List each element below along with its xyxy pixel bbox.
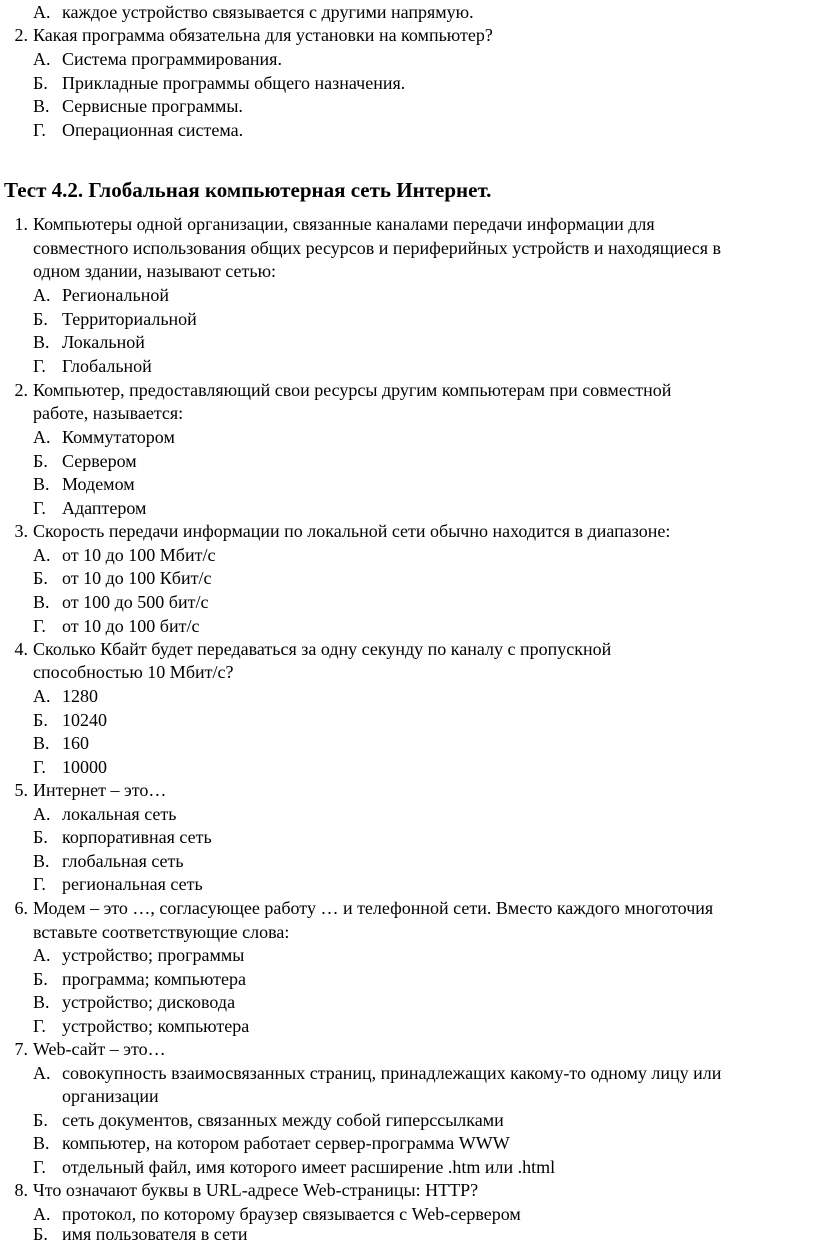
option-letter: Г. <box>33 757 46 777</box>
option-letter: А. <box>33 945 51 965</box>
option-letter: В. <box>33 332 50 352</box>
option-text: 10000 <box>62 757 107 777</box>
intro-question-2 <box>0 23 816 47</box>
option-letter: Б. <box>33 1224 48 1244</box>
option-letter: Г. <box>33 1016 46 1036</box>
option <box>0 614 816 638</box>
test-title: Тест 4.2. Глобальная компьютерная сеть Интернет. <box>4 178 492 202</box>
option-text: программа; компьютера <box>62 969 246 989</box>
option <box>0 472 816 496</box>
option-text: Региональной <box>62 285 170 305</box>
intro-option <box>0 118 816 142</box>
question-text: Компьютер, предоставляющий свои ресурсы другим компьютерам при совместной <box>33 380 672 400</box>
option-letter: Б. <box>33 1110 48 1130</box>
option-text: Глобальной <box>62 356 152 376</box>
question-number: 8. <box>14 1180 28 1200</box>
option <box>0 967 816 991</box>
option-text: устройство; дисковода <box>62 992 236 1012</box>
option <box>0 330 816 354</box>
option-text: протокол, по которому браузер связывается с Web-сервером <box>62 1204 521 1224</box>
question-text: Сколько Кбайт будет передаваться за одну секунду по каналу с пропускной <box>33 639 612 659</box>
option-text: Территориальной <box>62 309 197 329</box>
question-text: Модем – это …, согласующее работу … и телефонной сети. Вместо каждого многоточия <box>33 898 714 918</box>
question-number: 3. <box>14 521 28 541</box>
option-letter: В. <box>33 733 50 753</box>
option <box>0 496 816 520</box>
option-text: Операционная система. <box>62 120 244 140</box>
question-number: 6. <box>14 898 28 918</box>
option-text: корпоративная сеть <box>62 827 212 847</box>
option-text: устройство; программы <box>62 945 245 965</box>
option <box>0 543 816 567</box>
question-1-line <box>0 259 816 283</box>
option <box>0 1155 816 1179</box>
option-text: Сервисные программы. <box>62 96 243 116</box>
option <box>0 449 816 473</box>
option-text: компьютер, на котором работает сервер-программа WWW <box>62 1133 510 1153</box>
question-text: одном здании, называют сетью: <box>33 261 277 281</box>
option <box>0 872 816 896</box>
question-text: способностью 10 Мбит/с? <box>33 662 234 682</box>
option-letter: Б. <box>33 568 48 588</box>
option-letter: Б. <box>33 309 48 329</box>
option <box>0 307 816 331</box>
question-6 <box>0 896 816 920</box>
question-1 <box>0 212 816 236</box>
intro-lead-option <box>0 0 816 24</box>
option <box>0 354 816 378</box>
option-text: глобальная сеть <box>62 851 184 871</box>
option-letter: Б. <box>33 73 48 93</box>
question-number: 5. <box>14 780 28 800</box>
option <box>0 825 816 849</box>
question-number: 1. <box>14 214 28 234</box>
question-text: Интернет – это… <box>33 780 167 800</box>
option <box>0 590 816 614</box>
question-text: Скорость передачи информации по локальной сети обычно находится в диапазоне: <box>33 521 671 541</box>
question-text: работе, называется: <box>33 403 184 423</box>
option-text: Коммутатором <box>62 427 175 447</box>
option-letter: А. <box>33 686 51 706</box>
option-text: 1280 <box>62 686 98 706</box>
question-8 <box>0 1178 816 1202</box>
option-text: от 10 до 100 Кбит/с <box>62 568 212 588</box>
option-text: совокупность взаимосвязанных страниц, принадлежащих какому-то одному лицу или <box>62 1063 722 1083</box>
option-letter: А. <box>33 545 51 565</box>
option <box>0 1061 816 1085</box>
question-4-line <box>0 660 816 684</box>
question-7 <box>0 1037 816 1061</box>
option-text: отдельный файл, имя которого имеет расширение .htm или .html <box>62 1157 556 1177</box>
question-2-line <box>0 401 816 425</box>
option-letter: Б. <box>33 451 48 471</box>
option <box>0 708 816 732</box>
question-text: Компьютеры одной организации, связанные каналами передачи информации для <box>33 214 655 234</box>
option-letter: В. <box>33 992 50 1012</box>
option-letter: А. <box>33 1063 51 1083</box>
option-text: региональная сеть <box>62 874 203 894</box>
question-number: 4. <box>14 639 28 659</box>
option-text: устройство; компьютера <box>62 1016 250 1036</box>
option <box>0 425 816 449</box>
question-4 <box>0 637 816 661</box>
option-letter: А. <box>33 804 51 824</box>
option-letter: Б. <box>33 710 48 730</box>
intro-option <box>0 71 816 95</box>
question-text: совместного использования общих ресурсов и периферийных устройств и находящиеся в <box>33 238 722 258</box>
option <box>0 802 816 826</box>
question-number: 2. <box>14 380 28 400</box>
option <box>0 755 816 779</box>
question-text: Какая программа обязательна для установки на компьютер? <box>33 25 493 45</box>
option-text: 160 <box>62 733 89 753</box>
option-text: сеть документов, связанных между собой гиперссылками <box>62 1110 504 1130</box>
option-text: имя пользователя в сети <box>62 1224 248 1244</box>
option-text: от 10 до 100 Мбит/с <box>62 545 216 565</box>
option-letter: А. <box>33 285 51 305</box>
option <box>0 1108 816 1132</box>
option-text: каждое устройство связывается с другими напрямую. <box>62 2 474 22</box>
option-text: организации <box>62 1086 159 1106</box>
option <box>0 1222 816 1246</box>
option-letter: Г. <box>33 874 46 894</box>
question-1-line <box>0 236 816 260</box>
option <box>0 566 816 590</box>
intro-option <box>0 94 816 118</box>
option-text: Локальной <box>62 332 145 352</box>
option-text: Модемом <box>62 474 135 494</box>
question-5 <box>0 778 816 802</box>
option-letter: А. <box>33 1204 51 1224</box>
option-letter: Г. <box>33 616 46 636</box>
option-text: Сервером <box>62 451 137 471</box>
option-text: Адаптером <box>62 498 147 518</box>
option-continuation <box>0 1084 816 1108</box>
option <box>0 990 816 1014</box>
question-6-line <box>0 920 816 944</box>
option-text: Система программирования. <box>62 49 282 69</box>
option-letter: Г. <box>33 1157 46 1177</box>
option-letter: Б. <box>33 827 48 847</box>
question-text: Что означают буквы в URL-адресе Web-страницы: HTTP? <box>33 1180 479 1200</box>
option-text: локальная сеть <box>62 804 177 824</box>
option-letter: В. <box>33 96 50 116</box>
option-letter: В. <box>33 592 50 612</box>
option-letter: А. <box>33 49 51 69</box>
question-text: Web-сайт – это… <box>33 1039 166 1059</box>
option-letter: В. <box>33 1133 50 1153</box>
question-number: 2. <box>14 25 28 45</box>
question-3 <box>0 519 816 543</box>
option-letter: Б. <box>33 969 48 989</box>
option-letter: Г. <box>33 498 46 518</box>
option-text: Прикладные программы общего назначения. <box>62 73 406 93</box>
option-letter: В. <box>33 851 50 871</box>
question-text: вставьте соответствующие слова: <box>33 922 290 942</box>
option-text: 10240 <box>62 710 107 730</box>
question-2 <box>0 378 816 402</box>
option-letter: А. <box>33 2 51 22</box>
option-text: от 10 до 100 бит/с <box>62 616 200 636</box>
option <box>0 684 816 708</box>
option <box>0 731 816 755</box>
option <box>0 283 816 307</box>
option-letter: Г. <box>33 356 46 376</box>
option-text: от 100 до 500 бит/с <box>62 592 209 612</box>
question-number: 7. <box>14 1039 28 1059</box>
option <box>0 943 816 967</box>
option-letter: В. <box>33 474 50 494</box>
option <box>0 1131 816 1155</box>
option <box>0 1014 816 1038</box>
option <box>0 849 816 873</box>
option-letter: А. <box>33 427 51 447</box>
option-letter: Г. <box>33 120 46 140</box>
intro-option <box>0 47 816 71</box>
